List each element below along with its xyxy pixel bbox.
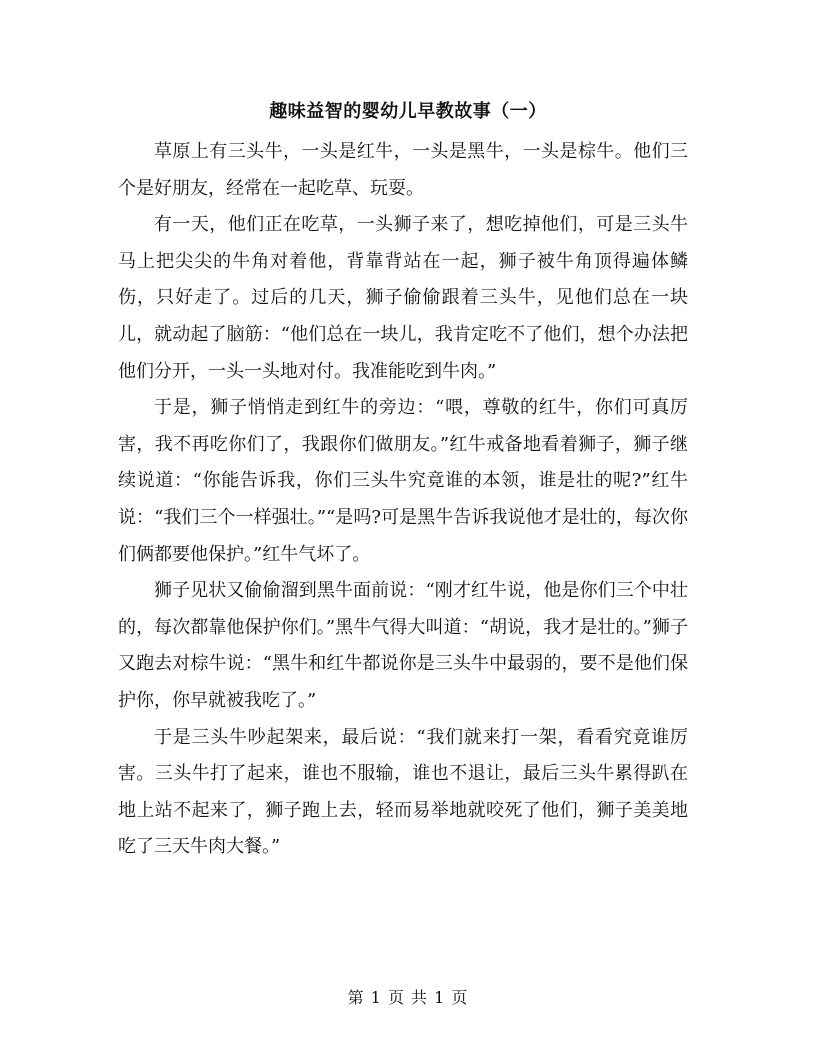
- paragraph-3: 于是，狮子悄悄走到红牛的旁边：“喂，尊敬的红牛，你们可真厉害，我不再吃你们了，我跟你们做朋友。”红牛戒备地看着狮子，狮子继续说道：“你能告诉我，你们三头牛究竟谁的本领，谁是壮的呢?”红牛说：“我们三个一样强壮。”“是吗?可是黑牛告诉我说他才是壮的，每次你们俩都要他保护。”红牛气坏了。: [118, 397, 688, 565]
- paragraph-4: 狮子见状又偷偷溜到黑牛面前说：“刚才红牛说，他是你们三个中壮的，每次都靠他保护你们。”黑牛气得大叫道：“胡说，我才是壮的。”狮子又跑去对棕牛说：“黑牛和红牛都说你是三头牛中最弱的，要不是他们保护你，你早就被我吃了。”: [118, 580, 688, 711]
- document-body: [118, 134, 688, 866]
- page-footer: 第 1 页 共 1 页: [347, 988, 469, 1007]
- paragraph-1: 草原上有三头牛，一头是红牛，一头是黑牛，一头是棕牛。他们三个是好朋友，经常在一起吃草、玩耍。: [118, 141, 688, 199]
- document-title: 趣味益智的婴幼儿早教故事（一）: [269, 101, 547, 122]
- paragraph-2: 有一天，他们正在吃草，一头狮子来了，想吃掉他们，可是三头牛马上把尖尖的牛角对着他，背靠背站在一起，狮子被牛角顶得遍体鳞伤，只好走了。过后的几天，狮子偷偷跟着三头牛，见他们总在一块儿，就动起了脑筋：“他们总在一块儿，我肯定吃不了他们，想个办法把他们分开，一头一头地对付。我准能吃到牛肉。”: [118, 214, 688, 382]
- paragraph-5: 于是三头牛吵起架来，最后说：“我们就来打一架，看看究竟谁厉害。三头牛打了起来，谁也不服输，谁也不退让，最后三头牛累得趴在地上站不起来了，狮子跑上去，轻而易举地就咬死了他们，狮子美美地吃了三天牛肉大餐。”: [118, 726, 688, 858]
